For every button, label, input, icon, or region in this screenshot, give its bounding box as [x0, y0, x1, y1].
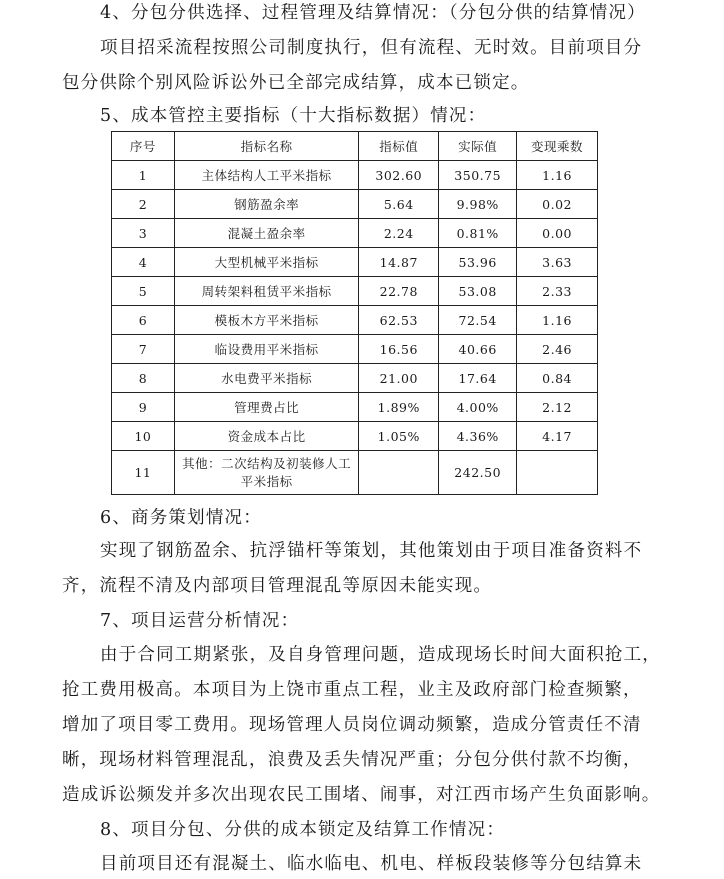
cell-no: 9: [112, 393, 175, 422]
cell-no: 6: [112, 306, 175, 335]
cell-actual: 53.96: [439, 248, 517, 277]
cell-actual: 72.54: [439, 306, 517, 335]
section-6-heading: 6、商务策划情况：: [100, 508, 262, 528]
table-row: [112, 277, 598, 306]
cell-target: 2.24: [359, 219, 439, 248]
cell-name: 资金成本占比: [174, 422, 358, 451]
cell-actual: 9.98%: [439, 190, 517, 219]
section-7-paragraph-line-4: 晰，现场材料管理混乱，浪费及丢失情况严重；分包分供付款不均衡，: [62, 750, 642, 770]
section-8-heading: 8、项目分包、分供的成本锁定及结算工作情况：: [100, 820, 506, 840]
cell-no: 3: [112, 219, 175, 248]
cell-name: 管理费占比: [174, 393, 358, 422]
section-8-paragraph-line-1: 目前项目还有混凝土、临水临电、机电、样板段装修等分包结算未: [100, 854, 643, 874]
cell-target: [359, 451, 439, 495]
table-row-other: [112, 451, 598, 495]
section-7-paragraph-line-3: 增加了项目零工费用。现场管理人员岗位调动频繁，造成分管责任不清: [62, 715, 642, 735]
cell-multiplier: 3.63: [517, 248, 598, 277]
cell-target: 16.56: [359, 335, 439, 364]
cell-target: 302.60: [359, 161, 439, 190]
cell-multiplier: 4.17: [517, 422, 598, 451]
table-row: [112, 422, 598, 451]
cell-no: 2: [112, 190, 175, 219]
header-actual: 实际值: [439, 132, 517, 161]
cell-actual: 242.50: [439, 451, 517, 495]
indicators-table: [111, 131, 598, 495]
section-6-paragraph-line-1: 实现了钢筋盈余、抗浮锚杆等策划，其他策划由于项目准备资料不: [100, 541, 643, 561]
cell-no: 11: [112, 451, 175, 495]
cell-no: 4: [112, 248, 175, 277]
cell-name-line-1: 其他：二次结构及初装修人工: [182, 455, 352, 471]
cell-name: 混凝土盈余率: [174, 219, 358, 248]
cell-name: 水电费平米指标: [174, 364, 358, 393]
cell-multiplier: 2.46: [517, 335, 598, 364]
section-7-paragraph-line-2: 抢工费用极高。本项目为上饶市重点工程，业主及政府部门检查频繁，: [62, 680, 642, 700]
section-7-paragraph-line-1: 由于合同工期紧张，及自身管理问题，造成现场长时间大面积抢工，: [100, 645, 661, 665]
cell-name: 大型机械平米指标: [174, 248, 358, 277]
cell-target: 1.89%: [359, 393, 439, 422]
section-7-paragraph-line-5: 造成诉讼频发并多次出现农民工围堵、闹事，对江西市场产生负面影响。: [62, 785, 661, 805]
cell-multiplier: [517, 451, 598, 495]
cell-multiplier: 2.12: [517, 393, 598, 422]
header-name: 指标名称: [174, 132, 358, 161]
section-5-heading: 5、成本管控主要指标（十大指标数据）情况：: [100, 106, 487, 126]
cell-name: 钢筋盈余率: [174, 190, 358, 219]
table-row: [112, 248, 598, 277]
cell-actual: 17.64: [439, 364, 517, 393]
cell-name: 主体结构人工平米指标: [174, 161, 358, 190]
table-row: [112, 219, 598, 248]
table-header-row: [112, 132, 598, 161]
header-no: 序号: [112, 132, 175, 161]
cell-multiplier: 1.16: [517, 161, 598, 190]
cell-actual: 4.36%: [439, 422, 517, 451]
table-row: [112, 335, 598, 364]
section-4-paragraph-line-2: 包分供除个别风险诉讼外已全部完成结算，成本已锁定。: [62, 73, 530, 93]
cell-multiplier: 2.33: [517, 277, 598, 306]
cell-target: 62.53: [359, 306, 439, 335]
cell-name-line-2: 平米指标: [240, 473, 293, 489]
header-target: 指标值: [359, 132, 439, 161]
cell-target: 14.87: [359, 248, 439, 277]
cell-no: 10: [112, 422, 175, 451]
section-4-heading: 4、分包分供选择、过程管理及结算情况：（分包分供的结算情况）: [100, 3, 646, 23]
section-4-paragraph-line-1: 项目招采流程按照公司制度执行，但有流程、无时效。目前项目分: [100, 38, 643, 58]
cell-multiplier: 0.02: [517, 190, 598, 219]
cell-actual: 40.66: [439, 335, 517, 364]
cell-target: 21.00: [359, 364, 439, 393]
cell-target: 1.05%: [359, 422, 439, 451]
table-row: [112, 161, 598, 190]
header-multiplier: 变现乘数: [517, 132, 598, 161]
cell-target: 5.64: [359, 190, 439, 219]
cell-actual: 53.08: [439, 277, 517, 306]
table-row: [112, 306, 598, 335]
section-7-heading: 7、项目运营分析情况：: [100, 611, 300, 631]
cell-no: 1: [112, 161, 175, 190]
cell-name: 模板木方平米指标: [174, 306, 358, 335]
cell-name-multiline: [174, 451, 358, 495]
table-row: [112, 393, 598, 422]
table-row: [112, 364, 598, 393]
cell-no: 5: [112, 277, 175, 306]
cell-no: 7: [112, 335, 175, 364]
cell-actual: 0.81%: [439, 219, 517, 248]
cell-actual: 4.00%: [439, 393, 517, 422]
cell-multiplier: 1.16: [517, 306, 598, 335]
cell-multiplier: 0.84: [517, 364, 598, 393]
cell-actual: 350.75: [439, 161, 517, 190]
cell-name: 周转架料租赁平米指标: [174, 277, 358, 306]
cell-name: 临设费用平米指标: [174, 335, 358, 364]
cell-no: 8: [112, 364, 175, 393]
cell-target: 22.78: [359, 277, 439, 306]
table-row: [112, 190, 598, 219]
cell-multiplier: 0.00: [517, 219, 598, 248]
section-6-paragraph-line-2: 齐，流程不清及内部项目管理混乱等原因未能实现。: [62, 576, 493, 596]
